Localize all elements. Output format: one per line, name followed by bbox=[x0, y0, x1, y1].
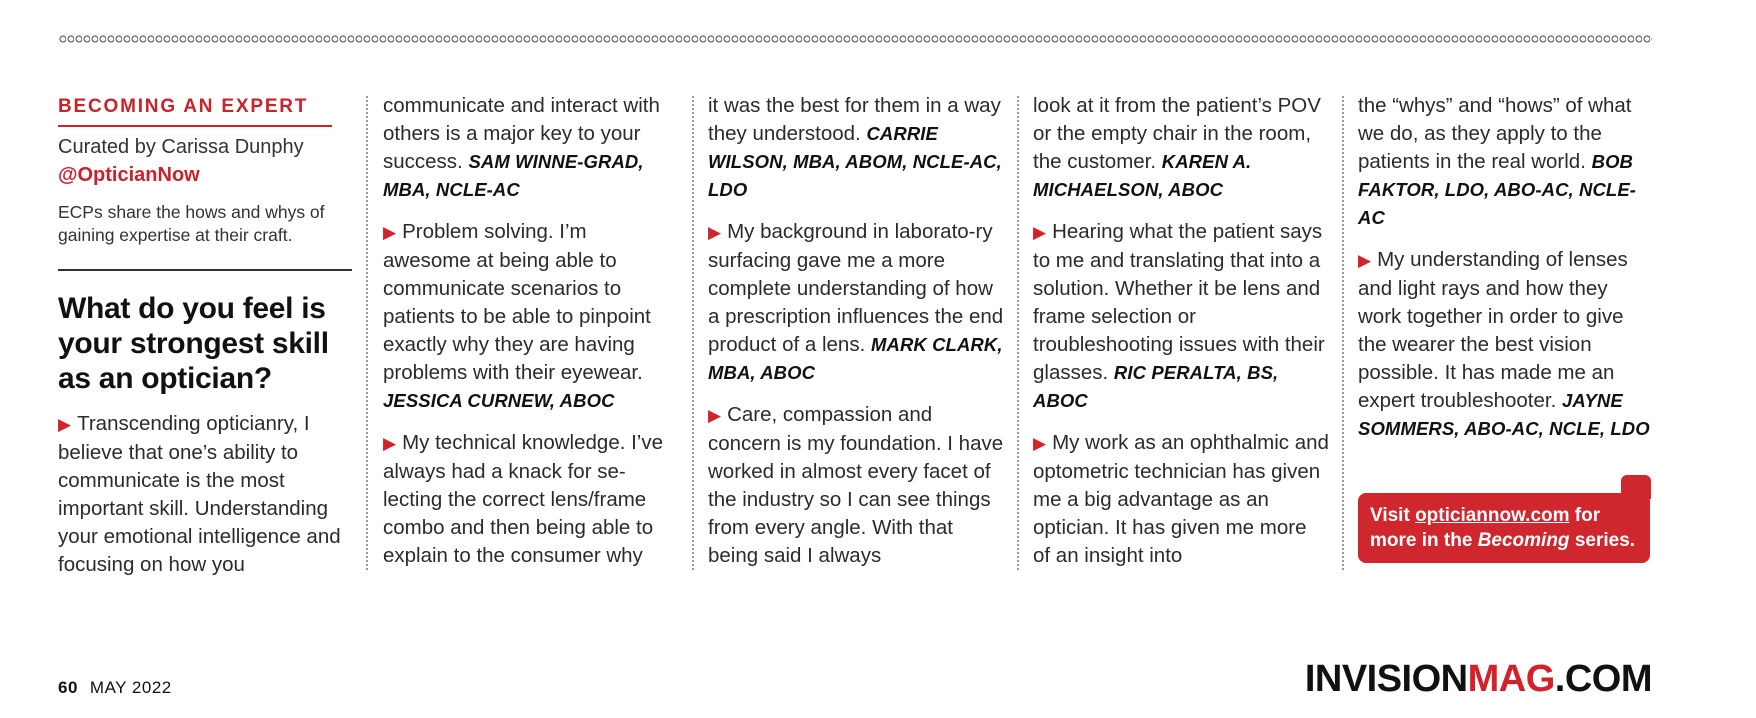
site-logo: INVISIONMAG.COM bbox=[1304, 658, 1652, 700]
page-folio bbox=[58, 678, 172, 698]
answer-paragraph: ▶ Transcending opticianry, I believe that one’s ability to communicate is the most important skill. Understanding your emotional intelligence and focusing on how you bbox=[58, 412, 341, 576]
article-headline: What do you feel is your strongest skill as an optician? bbox=[58, 292, 329, 395]
respondent-name: CARRIE WILSON, MBA, ABOM, NCLE-AC, LDO bbox=[708, 123, 1002, 200]
bullet-arrow-icon: ▶ bbox=[58, 415, 72, 434]
column-1 bbox=[58, 92, 356, 576]
bullet-arrow-icon: ▶ bbox=[708, 406, 722, 425]
answer-paragraph: the “whys” and “hows” of what we do, as they apply to the patients in the real world. BOB FAKTOR, LDO, ABO-AC, NCLE-AC bbox=[1358, 94, 1637, 228]
promo-box[interactable]: Visit opticiannow.com for more in the Becoming series. bbox=[1358, 493, 1650, 563]
respondent-name: BOB FAKTOR, LDO, ABO-AC, NCLE-AC bbox=[1358, 151, 1637, 228]
bullet-arrow-icon: ▶ bbox=[708, 223, 722, 242]
social-handle: @OpticianNow bbox=[58, 164, 200, 186]
promo-tab-decoration bbox=[1621, 475, 1651, 499]
answer-paragraph: ▶ My understanding of lenses and light rays and how they work together in order to give the wearer the best vision possible. It has made me an expert troubleshooter. JAYNE SOMMERS, ABO-AC, NCLE, LDO bbox=[1358, 248, 1650, 439]
bullet-arrow-icon: ▶ bbox=[383, 223, 397, 242]
answer-paragraph: look at it from the patient’s POV or the empty chair in the room, the customer. KAREN A. MICHAELSON, ABOC bbox=[1033, 94, 1321, 200]
series-name: Becoming bbox=[1477, 530, 1570, 551]
answer-paragraph: ▶ My background in laborato-ry surfacing gave me a more complete understanding of how a prescription influences the end product of a lens. MARK CLARK, MBA, ABOC bbox=[708, 220, 1004, 383]
column-separator bbox=[366, 96, 368, 570]
answer-paragraph: ▶ My work as an ophthalmic and optometric technician has given me a big advantage as an optician. It has given me more of an insight into bbox=[1033, 431, 1329, 567]
answer-paragraph: ▶ Hearing what the patient says to me and translating that into a solution. Whether it be lens and frame selection or troubleshooting issues with their glasses. RIC PERALTA, BS, ABOC bbox=[1033, 220, 1325, 411]
article-dek: ECPs share the hows and whys of gaining expertise at their craft. bbox=[58, 202, 325, 245]
page-number: 60 bbox=[58, 678, 78, 697]
column-separator bbox=[1017, 96, 1019, 570]
column-4 bbox=[1033, 92, 1329, 570]
answer-paragraph: ▶ Problem solving. I’m awesome at being able to communicate scenarios to patients to be able to pinpoint exactly why they are having problems with their eyewear. JESSICA CURNEW, ABOC bbox=[383, 220, 651, 411]
column-separator bbox=[692, 96, 694, 570]
section-kicker: BECOMING AN EXPERT bbox=[58, 93, 332, 127]
respondent-name: RIC PERALTA, BS, ABOC bbox=[1033, 362, 1279, 411]
bullet-arrow-icon: ▶ bbox=[1033, 434, 1047, 453]
decorative-top-border bbox=[58, 34, 1652, 44]
bullet-arrow-icon: ▶ bbox=[1358, 251, 1372, 270]
respondent-name: SAM WINNE-GRAD, MBA, NCLE-AC bbox=[383, 151, 644, 200]
column-2 bbox=[383, 92, 679, 570]
promo-link[interactable]: opticiannow.com bbox=[1415, 505, 1570, 526]
column-3 bbox=[708, 92, 1004, 570]
respondent-name: KAREN A. MICHAELSON, ABOC bbox=[1033, 151, 1252, 200]
bullet-arrow-icon: ▶ bbox=[383, 434, 397, 453]
answer-paragraph: ▶ Care, compassion and concern is my foundation. I have worked in almost every facet of the industry so I can see things from every angle. With that being said I always bbox=[708, 403, 1004, 567]
column-separator bbox=[1342, 96, 1344, 570]
issue-date: MAY 2022 bbox=[89, 678, 172, 697]
respondent-name: JAYNE SOMMERS, ABO-AC, NCLE, LDO bbox=[1358, 390, 1650, 439]
bullet-arrow-icon: ▶ bbox=[1033, 223, 1047, 242]
divider-rule bbox=[58, 269, 352, 271]
respondent-name: JESSICA CURNEW, ABOC bbox=[383, 390, 615, 411]
respondent-name: MARK CLARK, MBA, ABOC bbox=[708, 334, 1003, 383]
answer-paragraph: communicate and interact with others is a major key to your success. SAM WINNE-GRAD, MBA, NCLE-AC bbox=[383, 94, 660, 200]
answer-paragraph: ▶ My technical knowledge. I’ve always had a knack for se-lecting the correct lens/frame combo and then being able to explain to the consumer why bbox=[383, 431, 664, 567]
curator-line: Curated by Carissa Dunphy bbox=[58, 136, 304, 158]
answer-paragraph: it was the best for them in a way they understood. CARRIE WILSON, MBA, ABOM, NCLE-AC, LDO bbox=[708, 94, 1002, 200]
